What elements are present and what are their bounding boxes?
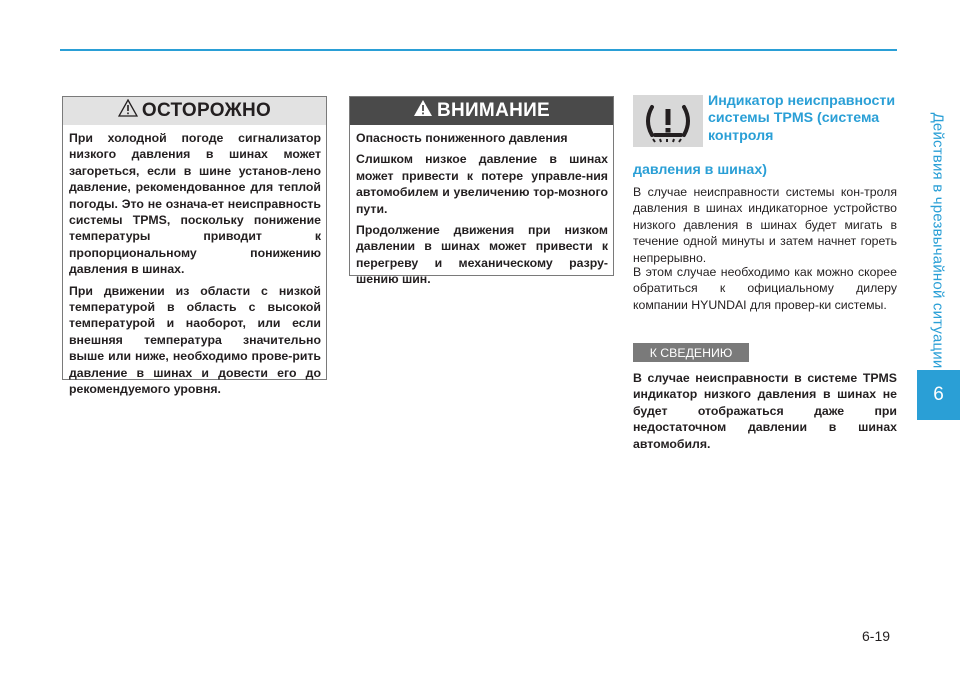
tpms-warning-icon bbox=[633, 95, 703, 147]
indicator-heading-continued: давления в шинах) bbox=[633, 162, 767, 178]
top-rule bbox=[60, 49, 897, 51]
indicator-paragraph: В случае неисправности системы кон-троля давления в шинах индикаторное устройство низкого давления в шинах будет мигать в течение одной минуты и затем начнет гореть непрерывно. bbox=[633, 185, 897, 265]
warning-title: ВНИМАНИЕ bbox=[436, 100, 551, 121]
section-side-title: Действия в чрезвычайной ситуации bbox=[929, 112, 947, 368]
info-label: К СВЕДЕНИЮ bbox=[633, 343, 749, 362]
indicator-heading: Индикатор неисправности системы TPMS (система контроля bbox=[708, 93, 896, 144]
caution-title: ОСТОРОЖНО bbox=[141, 100, 272, 121]
page-number: 6-19 bbox=[862, 628, 891, 644]
info-text: В случае неисправности в системе TPMS индикатор низкого давления в шинах не будет отображаться даже при недостаточном давлении в шинах автомобиля. bbox=[633, 371, 897, 451]
indicator-paragraph: В этом случае необходимо как можно скорее обратиться к официальному дилеру компании HYUNDAI для провер-ки системы. bbox=[633, 265, 897, 312]
caution-box bbox=[62, 96, 327, 397]
warning-box bbox=[349, 96, 614, 287]
warning-header bbox=[350, 97, 613, 125]
warning-triangle-icon bbox=[413, 99, 433, 123]
warning-triangle-icon bbox=[118, 99, 138, 123]
warning-paragraph: Продолжение движения при низком давлении в шинах может привести к перегреву и механическому разру-шению шин. bbox=[356, 223, 608, 287]
warning-paragraph: Опасность пониженного давления bbox=[356, 131, 568, 145]
warning-paragraph: Слишком низкое давление в шинах может привести к потере управле-ния автомобилем и увеличению тор-мозного пути. bbox=[356, 152, 608, 216]
caution-header bbox=[63, 97, 326, 125]
caution-paragraph: При движении из области с низкой температурой в область с высокой температурой и наоборот, или если внешняя температура значительно выше или ниже, необходимо прове-рить давление в шинах и довести его до рекомендуемого уровня. bbox=[69, 283, 321, 397]
chapter-tab: 6 bbox=[917, 370, 960, 420]
caution-paragraph: При холодной погоде сигнализатор низкого давления в шинах может загореться, если в шине установ-лено давление, рекомендованное для теплой погоды. Это не означа-ет неисправность системы TPMS, поскольку понижение температуры приводит к пропорциональному понижению давления в шинах. bbox=[69, 131, 321, 277]
